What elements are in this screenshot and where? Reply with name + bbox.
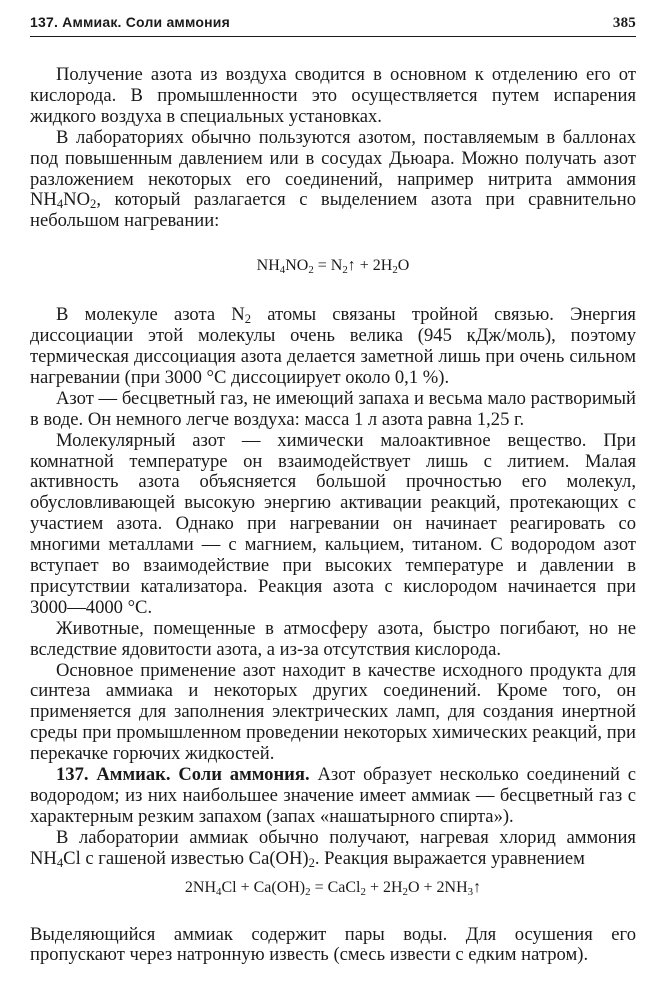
paragraph-drying-ammonia: Выделяющийся аммиак содержит пары воды. Для осушения его пропускают через натронную известь (смесь извести с едким натром). — [30, 923, 636, 966]
paragraph-ammonia-lab: В лаборатории аммиак обычно получают, нагревая хлорид аммония $NH_4Cl$ с гашеной известью $Ca(OH)_2$. Реакция выражается уравнением — [30, 826, 636, 870]
section-title: 137. Аммиак. Соли аммония — [30, 14, 230, 30]
body-text — [30, 65, 636, 966]
paragraph-chemical-activity: Молекулярный азот — химически малоактивное вещество. При комнатной температуре он взаимодействует лишь с литием. Малая активность азота объясняется большой прочностью его молекул, обусловливающей высокую энергию активации реакций, протекающих с участием азота. Однако при нагревании он начинает реагировать со многими металлами — с магнием, кальцием, титаном. С водородом азот вступает во взаимодействие при высоких температуре и давлении в присутствии катализатора. Реакция азота с кислородом начинается при 3000—4000 °С. — [30, 429, 636, 618]
paragraph-applications: Основное применение азот находит в качестве исходного продукта для синтеза аммиака и некоторых других соединений. Кроме того, он применяется для заполнения электрических ламп, для создания инертной среды при промышленном проведении некоторых химических реакций, при перекачке горючих жидкостей. — [30, 659, 636, 765]
paragraph-animals: Животные, помещенные в атмосферу азота, быстро погибают, но не вследствие ядовитости азота, а из-за отсутствия кислорода. — [30, 617, 636, 660]
paragraph-section-ammonia: 137. Аммиак. Соли аммония. Азот образует несколько соединений с водородом; из них наибольшее значение имеет аммиак — бесцветный газ с характерным резким запахом (запах «нашатырного спирта»). — [30, 764, 636, 827]
paragraph-laboratory-nitrogen: В лабораториях обычно пользуются азотом, поставляемым в баллонах под повышенным давлением или в сосудах Дьюара. Можно получать азот разложением некоторых его соединений, например нитрита аммония $NH_4NO_2$, который разлагается с выделением азота при сравнительно небольшом нагревании: — [30, 126, 636, 232]
paragraph-triple-bond: В молекуле азота $N_2$ атомы связаны тройной связью. Энергия диссоциации этой молекулы очень велика (945 кДж/моль), поэтому термическая диссоциация азота делается заметной лишь при очень сильном нагревании (при 3000 °С диссоциирует около 0,1 %). — [30, 304, 636, 388]
book-page — [30, 14, 636, 966]
page-number: 385 — [612, 15, 636, 31]
paragraph-nitrogen-properties: Азот — бесцветный газ, не имеющий запаха и весьма мало растворимый в воде. Он немного легче воздуха: масса 1 л азота равна 1,25 г. — [30, 387, 636, 430]
running-header — [30, 14, 636, 37]
paragraph-nitrogen-production: Получение азота из воздуха сводится в основном к отделению его от кислорода. В промышленности это осуществляется путем испарения жидкого воздуха в специальных установках. — [30, 64, 636, 127]
section-heading: 137. Аммиак. Соли аммония. — [56, 764, 310, 786]
equation-nitrite-decomposition: $NH_4NO_2$ = $N_2↑ + 2H_2O$ — [256, 257, 410, 277]
equation-ammonia-preparation: $2NH_4Cl + Ca(OH)_2$ = CaCl$_2$ + $2H_2O$ + $2NH_3↑$ — [184, 878, 482, 898]
